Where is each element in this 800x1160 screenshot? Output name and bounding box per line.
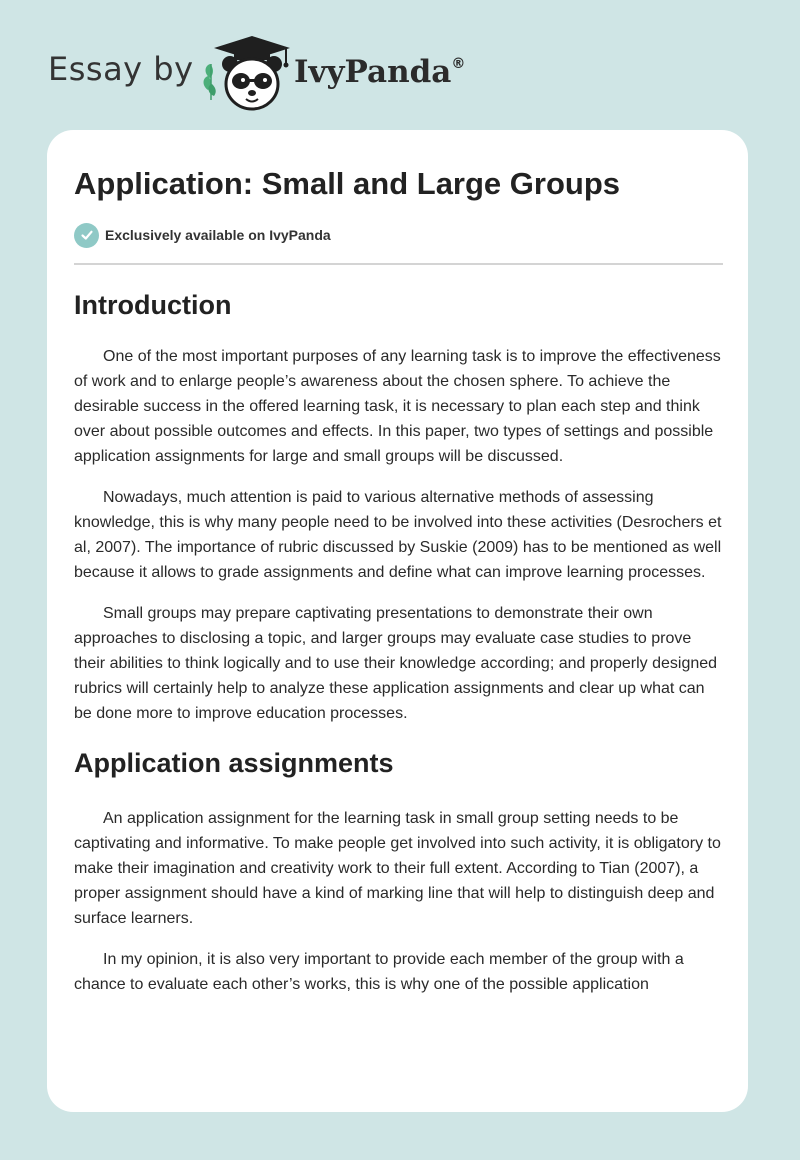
paragraph: Small groups may prepare captivating presentations to demonstrate their own approaches to disclosing a topic, and larger groups may evaluate case studies to prove their abilities to think logically and to use their knowledge according; and properly designed rubrics will certainly help to analyze these application assignments and clear up what can be done more to improve education processes.: [74, 605, 718, 722]
paragraph: In my opinion, it is also very important to provide each member of the group with a chance to evaluate each other’s works, this is why one of the possible application: [74, 951, 684, 993]
brand-name: IvyPanda: [294, 54, 452, 90]
essay-card: [47, 130, 748, 1112]
panda-logo-icon[interactable]: [200, 34, 292, 112]
page-title: Application: Small and Large Groups: [74, 166, 621, 201]
paragraph: One of the most important purposes of any learning task is to improve the effectiveness of work and to enlarge people’s awareness about the chosen sphere. To achieve the desirable success in the offered learning task, it is necessary to plan each step and think over about possible outcomes and effects. In this paper, two types of settings and possible application assignments for large and small groups will be discussed.: [74, 348, 721, 465]
paragraph: An application assignment for the learning task in small group setting needs to be captivating and informative. To make people get involved into such activity, it is obligatory to make their imagination and creativity work to their full extent. According to Tian (2007), a proper assignment should have a kind of marking line that will help to distinguish deep and surface learners.: [74, 810, 721, 927]
paragraph: Nowadays, much attention is paid to various alternative methods of assessing knowledge, this is why many people need to be involved into these activities (Desrochers et al, 2007). The importance of rubric discussed by Suskie (2009) has to be mentioned as well because it allows to grade assignments and define what can improve learning processes.: [74, 489, 722, 581]
essay-content: [74, 160, 724, 997]
divider: [74, 263, 723, 265]
section-heading-application-assignments: Application assignments: [74, 748, 394, 778]
exclusive-badge: [74, 222, 724, 248]
section-heading-introduction: Introduction: [74, 290, 232, 320]
ivypanda-brand[interactable]: [294, 54, 465, 90]
exclusive-label: Exclusively available on IvyPanda: [105, 227, 331, 243]
registered-mark: ®: [451, 56, 466, 72]
site-header: [48, 30, 508, 110]
check-icon: [74, 223, 99, 248]
essay-by-label: Essay by: [48, 50, 194, 88]
